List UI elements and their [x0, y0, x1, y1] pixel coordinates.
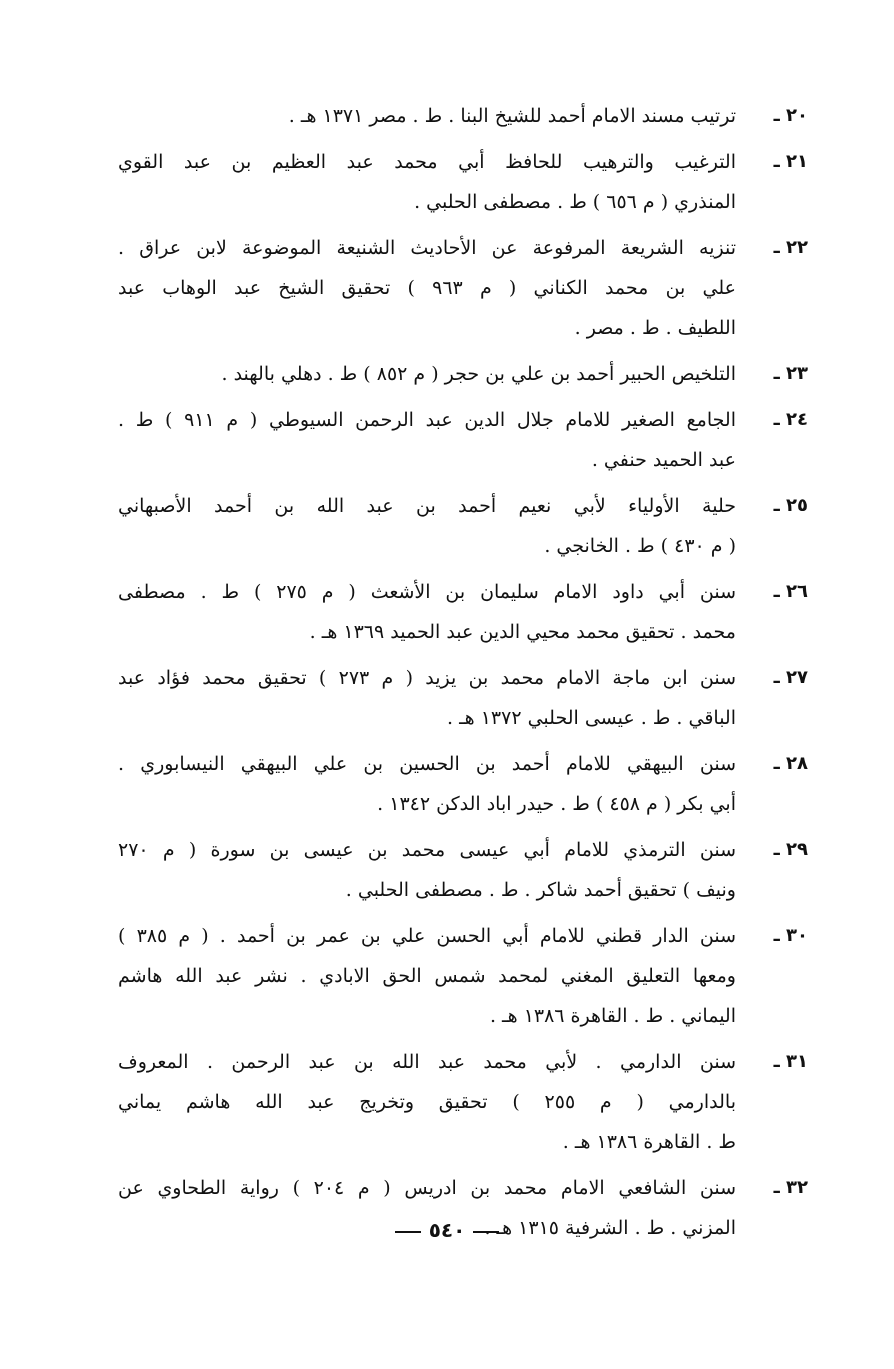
- entry-number: ٢٩ ـ: [773, 839, 808, 860]
- entry-text: [118, 486, 736, 566]
- entry-number: ٢٢ ـ: [773, 237, 808, 258]
- entry-line: المزني . ط . الشرفية ١٣١٥ هـ .: [484, 1217, 736, 1239]
- entry-text: [118, 400, 736, 480]
- entry-text: [118, 572, 736, 652]
- entry-line: ومعها التعليق المغني لمحمد شمس الحق الابادي . نشر عبد الله هاشم: [118, 965, 736, 987]
- bibliography-entry: [118, 744, 818, 824]
- bibliography-list: [118, 96, 818, 1254]
- entry-number: ٢١ ـ: [773, 151, 808, 172]
- entry-text: [118, 658, 736, 738]
- entry-line: سنن الشافعي الامام محمد بن ادريس ( م ٢٠٤ ) رواية الطحاوي عن: [118, 1177, 736, 1199]
- entry-line: الترغيب والترهيب للحافظ أبي محمد عبد العظيم بن عبد القوي: [118, 151, 736, 173]
- bibliography-entry: [118, 96, 818, 136]
- entry-number: ٣٢ ـ: [773, 1177, 808, 1198]
- entry-text: [118, 354, 736, 394]
- bibliography-entry: [118, 400, 818, 480]
- entry-text: [118, 96, 736, 136]
- entry-line: حلية الأولياء لأبي نعيم أحمد بن عبد الله بن أحمد الأصبهاني: [118, 495, 736, 517]
- entry-number: ٢٨ ـ: [773, 753, 808, 774]
- entry-line: ونيف ) تحقيق أحمد شاكر . ط . مصطفى الحلبي .: [345, 879, 736, 901]
- entry-line: محمد . تحقيق محمد محيي الدين عبد الحميد ١٣٦٩ هـ .: [309, 621, 736, 643]
- page-number: ٥٤٠: [428, 1218, 466, 1242]
- entry-number: ٢٣ ـ: [773, 363, 808, 384]
- entry-line: الباقي . ط . عيسى الحلبي ١٣٧٢ هـ .: [447, 707, 736, 729]
- entry-line: ( م ٤٣٠ ) ط . الخانجي .: [544, 535, 736, 557]
- entry-text: [118, 830, 736, 910]
- bibliography-entry: [118, 354, 818, 394]
- entry-text: [118, 744, 736, 824]
- bibliography-entry: [118, 486, 818, 566]
- entry-line: ط . القاهرة ١٣٨٦ هـ .: [562, 1131, 736, 1153]
- entry-line: سنن البيهقي للامام أحمد بن الحسين بن علي البيهقي النيسابوري .: [118, 753, 736, 775]
- entry-text: [118, 142, 736, 222]
- entry-line: التلخيص الحبير أحمد بن علي بن حجر ( م ٨٥٢ ) ط . دهلي بالهند .: [221, 363, 736, 385]
- entry-text: [118, 916, 736, 1036]
- entry-line: علي بن محمد الكناني ( م ٩٦٣ ) تحقيق الشيخ عبد الوهاب عبد: [118, 277, 736, 299]
- entry-line: أبي بكر ( م ٤٥٨ ) ط . حيدر اباد الدكن ١٣٤٢ .: [377, 793, 736, 815]
- bibliography-entry: [118, 572, 818, 652]
- entry-line: المنذري ( م ٦٥٦ ) ط . مصطفى الحلبي .: [414, 191, 736, 213]
- footer-dash-left: [395, 1231, 421, 1233]
- entry-line: سنن ابن ماجة الامام محمد بن يزيد ( م ٢٧٣ ) تحقيق محمد فؤاد عبد: [118, 667, 736, 689]
- entry-text: [118, 1042, 736, 1162]
- entry-line: اليماني . ط . القاهرة ١٣٨٦ هـ .: [489, 1005, 736, 1027]
- footer-dash-right: [473, 1231, 499, 1233]
- entry-line: ترتيب مسند الامام أحمد للشيخ البنا . ط . مصر ١٣٧١ هـ .: [288, 105, 736, 127]
- entry-line: سنن الدارمي . لأبي محمد عبد الله بن عبد الرحمن . المعروف: [118, 1051, 736, 1073]
- bibliography-entry: [118, 142, 818, 222]
- bibliography-entry: [118, 1042, 818, 1162]
- bibliography-entry: [118, 658, 818, 738]
- entry-text: [118, 228, 736, 348]
- entry-line: سنن أبي داود الامام سليمان بن الأشعث ( م ٢٧٥ ) ط . مصطفى: [118, 581, 736, 603]
- entry-number: ٢٧ ـ: [773, 667, 808, 688]
- entry-line: بالدارمي ( م ٢٥٥ ) تحقيق وتخريج عبد الله هاشم يماني: [118, 1091, 736, 1113]
- entry-number: ٣١ ـ: [773, 1051, 808, 1072]
- entry-line: سنن الترمذي للامام أبي عيسى محمد بن عيسى بن سورة ( م ٢٧٠: [118, 839, 736, 861]
- entry-line: سنن الدار قطني للامام أبي الحسن علي بن عمر بن أحمد . ( م ٣٨٥ ): [118, 925, 736, 947]
- entry-line: عبد الحميد حنفي .: [591, 449, 736, 471]
- entry-number: ٢٤ ـ: [773, 409, 808, 430]
- entry-line: الجامع الصغير للامام جلال الدين عبد الرحمن السيوطي ( م ٩١١ ) ط .: [118, 409, 736, 431]
- entry-number: ٢٥ ـ: [773, 495, 808, 516]
- page-number-footer: [0, 1218, 894, 1242]
- entry-number: ٢٦ ـ: [773, 581, 808, 602]
- bibliography-entry: [118, 228, 818, 348]
- bibliography-entry: [118, 916, 818, 1036]
- entry-number: ٣٠ ـ: [773, 925, 808, 946]
- entry-number: ٢٠ ـ: [773, 105, 808, 126]
- entry-line: اللطيف . ط . مصر .: [574, 317, 736, 339]
- bibliography-entry: [118, 830, 818, 910]
- entry-line: تنزيه الشريعة المرفوعة عن الأحاديث الشنيعة الموضوعة لابن عراق .: [118, 237, 736, 259]
